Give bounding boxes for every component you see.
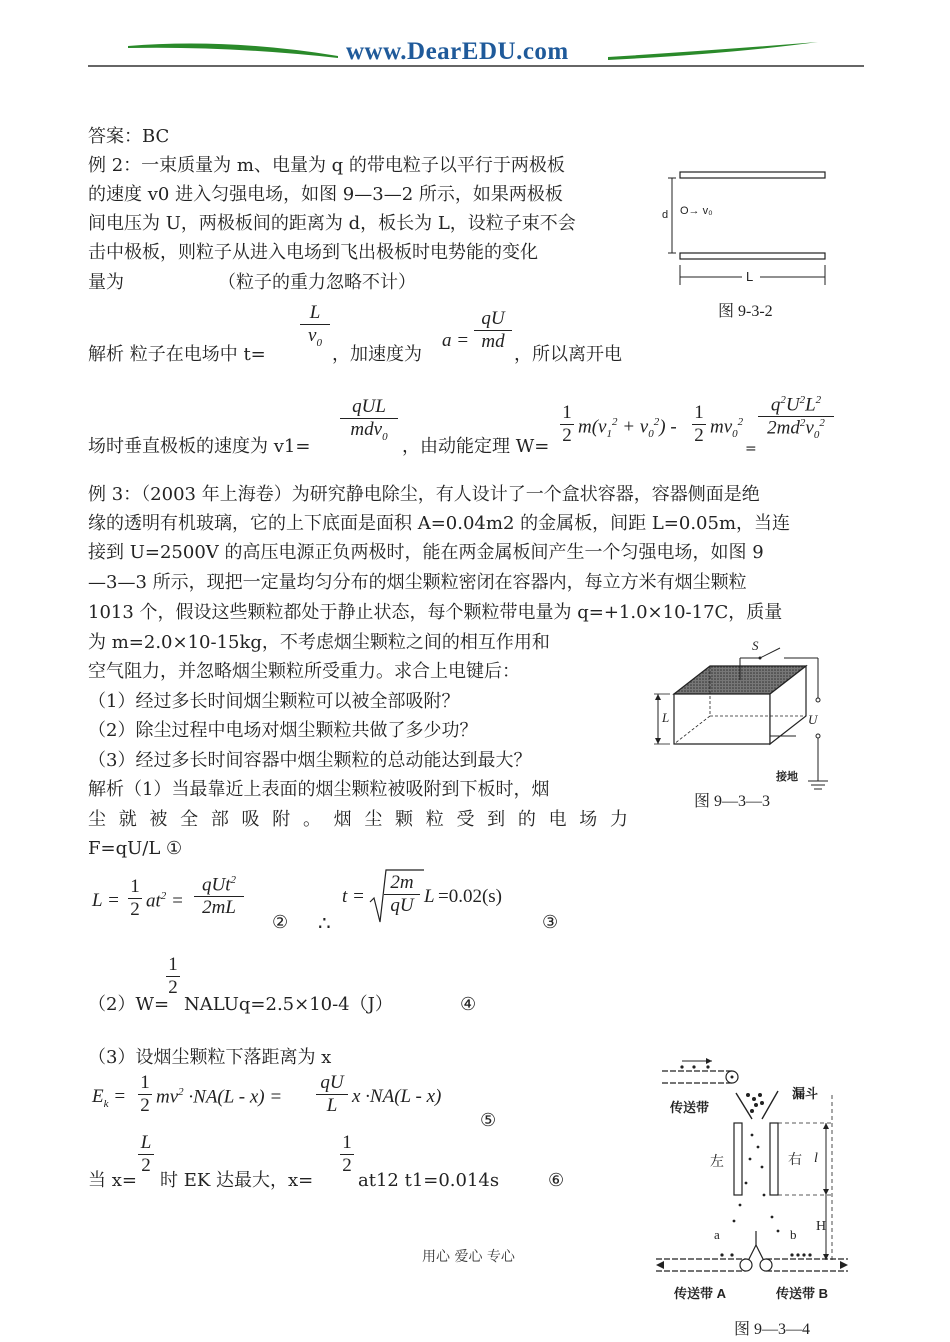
eq2-lhs: L = — [92, 890, 120, 911]
fig4-label-H: H — [816, 1219, 827, 1234]
eq2-mark: ② — [272, 912, 289, 933]
fig3-label-ground: 接地 — [776, 771, 798, 783]
fig3-label-S: S — [752, 638, 759, 653]
fig3-label-L: L — [662, 710, 670, 725]
example3-line-3: 接到 U=2500V 的高压电源正负两极时，能在两金属板间产生一个匀强电场，如图 9 — [88, 542, 764, 563]
fig4-label-belt-B: 传送带 B — [776, 1286, 829, 1301]
analysis-eq-sign: = — [745, 441, 757, 457]
part2-prefix: （2）W= — [88, 994, 170, 1015]
example3-line-12: 尘就被全部吸附。烟尘颗粒受到的电场力 — [88, 809, 628, 830]
fig3-label-U: U — [808, 712, 818, 727]
eq3-L: L — [424, 886, 435, 907]
eq5-tail: x ·NA(L - x) — [352, 1086, 442, 1107]
analysis-line2-b: ，由动能定理 W= — [402, 436, 550, 457]
fig4-label-belt-A: 传送带 A — [674, 1286, 727, 1301]
example3-line-8: （1）经过多长时间烟尘颗粒可以被全部吸附？ — [88, 691, 460, 712]
example3-line-1: 例 3：（2003 年上海卷）为研究静电除尘，有人设计了一个盒状容器，容器侧面是绝 — [88, 484, 760, 505]
fig4-label-right: 右 — [788, 1151, 802, 1167]
separator-diagram — [652, 1055, 852, 1313]
parallel-plates-diagram — [660, 165, 830, 295]
eq3-result: =0.02(s) — [438, 886, 503, 907]
figure-9-3-3 — [648, 636, 838, 796]
analysis-line1-a: 解析 粒子在电场中 t= — [88, 344, 266, 365]
fig2-label-L: L — [746, 269, 754, 284]
header-logo-text: www.DearEDU.com — [346, 38, 569, 65]
example3-line-7: 空气阻力，并忽略烟尘颗粒所受重力。求合上电键后： — [88, 661, 520, 682]
figure-9-3-4 — [652, 1055, 852, 1313]
part2-body: NALUq=2.5×10-4（J） — [184, 994, 393, 1015]
figure-9-3-3-caption: 图 9—3—3 — [694, 793, 771, 810]
fraction-half-2: $\frac{1}{2}$ — [692, 402, 706, 447]
example3-line-4: —3—3 所示，现把一定量均匀分布的烟尘颗粒密闭在容器内，每立方米有烟尘颗粒 — [88, 572, 747, 593]
figure-9-3-2-caption: 图 9-3-2 — [718, 303, 773, 320]
example3-line-11: 解析（1）当最靠近上表面的烟尘颗粒被吸附到下板时，烟 — [88, 779, 550, 800]
part3-intro: （3）设烟尘颗粒下落距离为 x — [88, 1047, 332, 1068]
example2-line-5: 量为 — [88, 272, 124, 293]
answer-line: 答案：BC — [88, 126, 170, 147]
example3-line-13: F=qU/L ① — [88, 838, 183, 859]
example3-line-9: （2）除尘过程中电场对烟尘颗粒共做了多少功？ — [88, 720, 478, 741]
fig4-label-funnel: 漏斗 — [792, 1086, 819, 1101]
last-line-b: 时 EK 达最大，x= — [160, 1170, 314, 1191]
fraction-2m-over-qU: $\frac{2m}{qU}$ — [384, 872, 420, 917]
example3-line-6: 为 m=2.0×10-15kg，不考虑烟尘颗粒之间的相互作用和 — [88, 632, 550, 653]
example2-line-3: 间电压为 U，两极板间的距离为 d，板长为 L，设粒子束不会 — [88, 213, 576, 234]
fig4-label-left: 左 — [710, 1153, 724, 1169]
therefore-symbol: ∴ — [318, 911, 331, 935]
fraction-L-over-2: $\frac{L}{2}$ — [138, 1132, 154, 1177]
eq3-mark: ③ — [542, 912, 559, 933]
example2-line-1: 例 2：一束质量为 m、电量为 q 的带电粒子以平行于两极板 — [88, 155, 565, 176]
accel-a-eq: a = — [442, 330, 470, 351]
fraction-half-eq5: $\frac{1}{2}$ — [138, 1072, 152, 1117]
eq5-mark: ⑤ — [480, 1110, 497, 1131]
kinetic-energy-expr-2: $mv_0^2$ — [710, 416, 744, 441]
analysis-line2-a: 场时垂直极板的速度为 v1= — [88, 436, 311, 457]
page-header — [88, 30, 864, 70]
fraction-qU-over-L: $\frac{qU}{L}$ — [316, 1072, 348, 1117]
fig4-label-l: l — [814, 1151, 818, 1166]
eq5-mid: $mv^2 \cdot NA(L - x)$ = — [156, 1086, 283, 1108]
example3-line-5: 1013 个，假设这些颗粒都处于静止状态，每个颗粒带电量为 q=+1.0×10-17C，质量 — [88, 602, 783, 623]
last-line-mark: ⑥ — [548, 1170, 565, 1191]
example2-line-2: 的速度 v0 进入匀强电场，如图 9—3—2 所示，如果两极板 — [88, 184, 563, 205]
example2-note: （粒子的重力忽略不计） — [218, 272, 416, 293]
eq3-lhs: t = — [342, 886, 365, 907]
example3-line-2: 缘的透明有机玻璃，它的上下底面是面积 A=0.04m2 的金属板，间距 L=0.05m，当连 — [88, 513, 791, 534]
fraction-qU-over-md: $\frac{qU}{md}$ — [474, 308, 512, 353]
fig4-label-a: a — [714, 1227, 720, 1242]
kinetic-energy-expr: $m(v_1^2 + v_0^2)$ - — [578, 416, 677, 441]
fraction-L-over-v0: $\frac{L}{v_0}$ — [300, 302, 330, 349]
fraction-half-eq2: $\frac{1}{2}$ — [128, 876, 142, 921]
fig4-label-belt-top: 传送带 — [670, 1100, 710, 1115]
last-line-a: 当 x= — [88, 1170, 137, 1191]
figure-9-3-4-caption: 图 9—3—4 — [734, 1321, 811, 1338]
fig2-label-v0: O→ v₀ — [680, 205, 713, 217]
fraction-qUt2-over-2mL: qUt$^2$ 2mL — [194, 874, 244, 919]
part2-mark: ④ — [460, 994, 477, 1015]
last-line-c: at12 t1=0.014s — [358, 1170, 500, 1191]
eq2-at2: $at^2$ = — [146, 890, 184, 912]
eq5-Ek: $E_k$ = — [92, 1086, 127, 1110]
figure-9-3-2 — [660, 165, 830, 295]
analysis-line1-b: ，加速度为 — [332, 344, 422, 365]
fraction-half-part2: $\frac{1}{2}$ — [166, 954, 180, 999]
fraction-qUL-over-mdv0: qUL mdv$_0$ — [340, 396, 398, 443]
analysis-line1-c: ，所以离开电 — [514, 344, 622, 365]
example2-line-4: 击中极板，则粒子从进入电场到飞出极板时电势能的变化 — [88, 242, 538, 263]
fig2-label-d: d — [662, 209, 669, 221]
fraction-half-last: $\frac{1}{2}$ — [340, 1132, 354, 1177]
fraction-half-1: $\frac{1}{2}$ — [560, 402, 574, 447]
example3-line-10: （3）经过多长时间容器中烟尘颗粒的总动能达到最大？ — [88, 750, 532, 771]
page-footer: 用心 爱心 专心 — [422, 1249, 515, 1265]
fig4-label-b: b — [790, 1227, 797, 1242]
fraction-work-result: $\frac{q^2U^2L^2}{2md^2v_0^2}$ — [758, 394, 834, 441]
